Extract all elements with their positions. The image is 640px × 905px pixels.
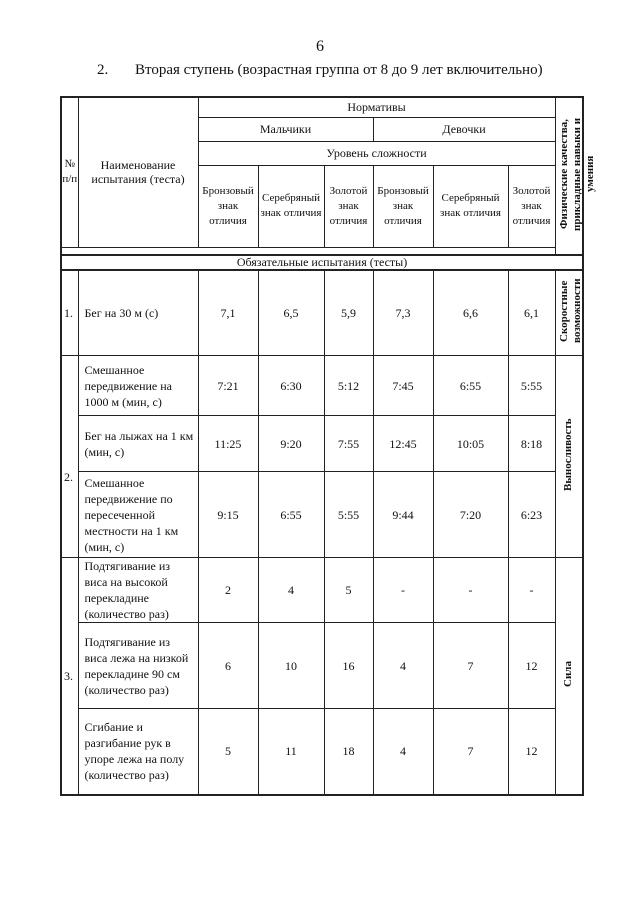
test-name: Подтягивание из виса на высокой перекладине (количество раз)	[78, 558, 198, 623]
value-cell: 12	[508, 623, 555, 709]
table-row	[61, 558, 583, 623]
quality-label: Выносливость	[562, 418, 575, 492]
value-cell: 6,1	[508, 270, 555, 356]
value-cell: 5:55	[508, 356, 555, 416]
test-name: Бег на 30 м (с)	[78, 270, 198, 356]
table-row	[61, 270, 583, 356]
col-header-level: Уровень сложности	[198, 141, 555, 165]
table-row	[61, 709, 583, 795]
value-cell: 6:55	[433, 356, 508, 416]
col-header-normatives: Нормативы	[198, 97, 555, 117]
col-header-number: № п/п	[61, 97, 78, 247]
value-cell: 9:44	[373, 472, 433, 558]
col-header-girls: Девочки	[373, 117, 555, 141]
value-cell: 12	[508, 709, 555, 795]
test-name: Смешанное передвижение по пересеченной местности на 1 км (мин, с)	[78, 472, 198, 558]
normatives-table	[60, 96, 596, 796]
value-cell: 7:45	[373, 356, 433, 416]
level-header: Серебряный знак отличия	[258, 165, 324, 247]
value-cell: 7	[433, 709, 508, 795]
value-cell: 7:21	[198, 356, 258, 416]
quality-cell	[555, 558, 583, 795]
value-cell: 7:55	[324, 416, 373, 472]
col-header-boys: Мальчики	[198, 117, 373, 141]
value-cell: 18	[324, 709, 373, 795]
value-cell: 7:20	[433, 472, 508, 558]
group-number: 3.	[61, 558, 78, 795]
value-cell: 6,6	[433, 270, 508, 356]
level-header: Золотой знак отличия	[508, 165, 555, 247]
value-cell: 4	[373, 623, 433, 709]
heading-text: Вторая ступень (возрастная группа от 8 до 9 лет включительно)	[135, 62, 543, 78]
value-cell: 5	[324, 558, 373, 623]
value-cell: 6	[198, 623, 258, 709]
value-cell: 11	[258, 709, 324, 795]
test-name: Бег на лыжах на 1 км (мин, с)	[78, 416, 198, 472]
col-header-test-name: Наименование испытания (теста)	[78, 97, 198, 247]
level-header: Бронзовый знак отличия	[373, 165, 433, 247]
value-cell: 8:18	[508, 416, 555, 472]
value-cell: 9:15	[198, 472, 258, 558]
test-name: Смешанное передвижение на 1000 м (мин, с)	[78, 356, 198, 416]
group-number: 2.	[61, 356, 78, 558]
value-cell: 10:05	[433, 416, 508, 472]
value-cell: 7,3	[373, 270, 433, 356]
value-cell: 16	[324, 623, 373, 709]
page-number: 6	[316, 38, 324, 55]
table-row	[61, 416, 583, 472]
section-title: Обязательные испытания (тесты)	[61, 255, 583, 270]
quality-label: Скоростные возможности	[557, 278, 583, 344]
table-row	[61, 472, 583, 558]
value-cell: -	[373, 558, 433, 623]
quality-label: Сила	[562, 661, 575, 688]
level-header: Бронзовый знак отличия	[198, 165, 258, 247]
value-cell: 10	[258, 623, 324, 709]
value-cell: -	[508, 558, 555, 623]
value-cell: 9:20	[258, 416, 324, 472]
value-cell: 6:30	[258, 356, 324, 416]
value-cell: 11:25	[198, 416, 258, 472]
value-cell: 5:55	[324, 472, 373, 558]
test-name: Подтягивание из виса лежа на низкой перекладине 90 см (количество раз)	[78, 623, 198, 709]
quality-cell	[555, 270, 583, 356]
value-cell: 7,1	[198, 270, 258, 356]
value-cell: 5:12	[324, 356, 373, 416]
value-cell: 5	[198, 709, 258, 795]
col-header-qualities: Физические качества, прикладные навыки и умения	[557, 117, 596, 231]
value-cell: 4	[373, 709, 433, 795]
test-name: Сгибание и разгибание рук в упоре лежа на полу (количество раз)	[78, 709, 198, 795]
page-heading	[97, 62, 543, 79]
value-cell: 12:45	[373, 416, 433, 472]
quality-cell	[555, 356, 583, 558]
level-header: Золотой знак отличия	[324, 165, 373, 247]
level-header: Серебряный знак отличия	[433, 165, 508, 247]
value-cell: 2	[198, 558, 258, 623]
value-cell: 6:23	[508, 472, 555, 558]
value-cell: 6:55	[258, 472, 324, 558]
value-cell: 6,5	[258, 270, 324, 356]
value-cell: 7	[433, 623, 508, 709]
heading-number: 2.	[97, 62, 109, 78]
table-row	[61, 623, 583, 709]
value-cell: -	[433, 558, 508, 623]
col-header-qualities-cell	[555, 97, 596, 255]
table-row	[61, 356, 583, 416]
value-cell: 5,9	[324, 270, 373, 356]
value-cell: 4	[258, 558, 324, 623]
group-number: 1.	[61, 270, 78, 356]
